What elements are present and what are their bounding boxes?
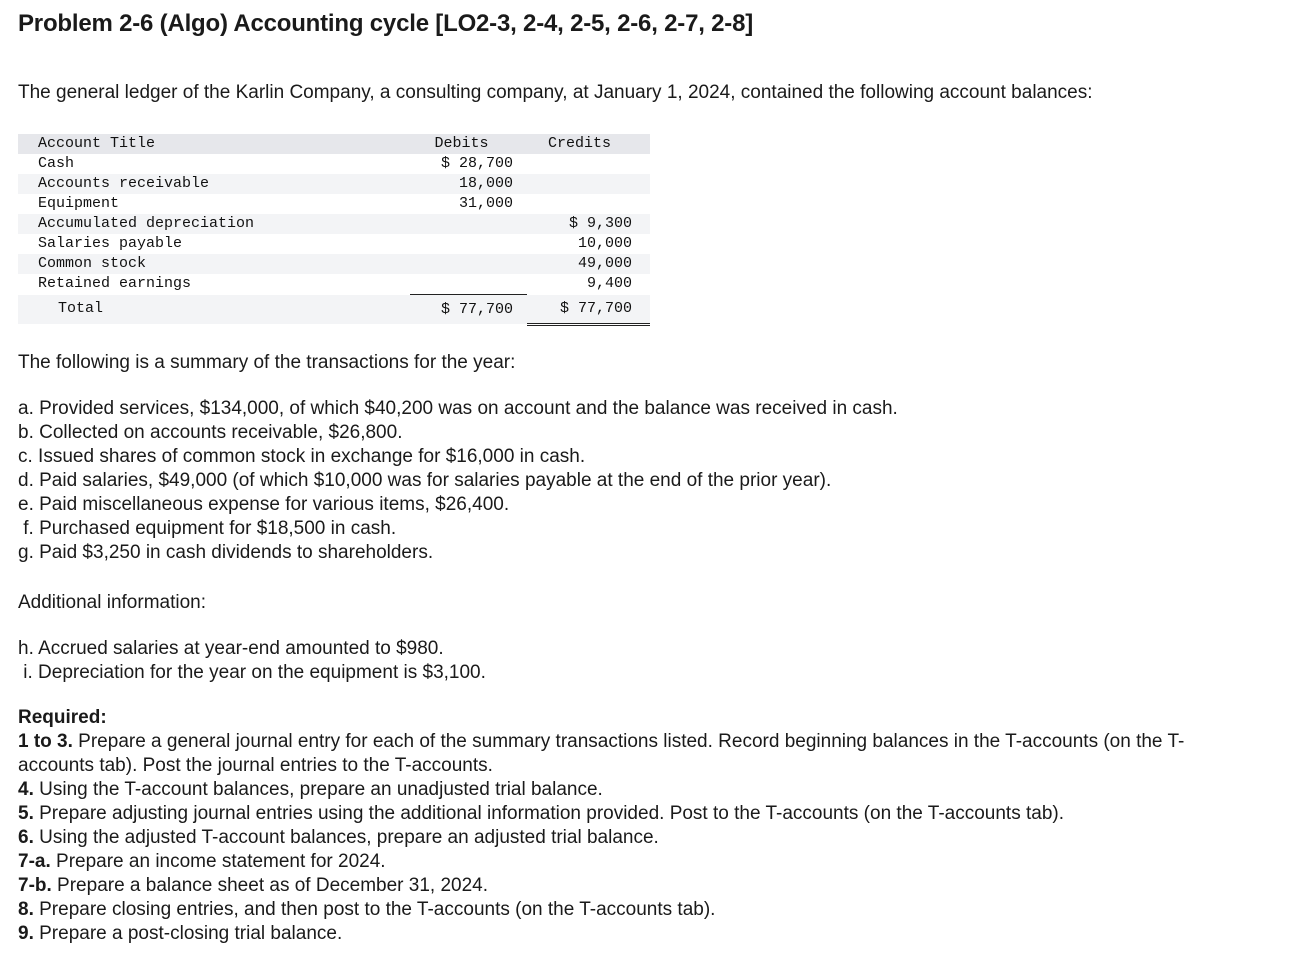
ledger-row [18, 214, 650, 234]
required-item [18, 850, 1258, 874]
list-item: b. Collected on accounts receivable, $26,800. [18, 422, 403, 443]
credit-value: 10,000 [577, 235, 632, 252]
required-number: 1 to 3. [18, 731, 73, 752]
required-text: Prepare closing entries, and then post to the T-accounts (on the T-accounts tab). [33, 899, 716, 920]
required-item [18, 922, 1258, 946]
credit-value: 9,400 [586, 275, 632, 293]
header-account-title: Account Title [18, 134, 410, 154]
required-text: Prepare a post-closing trial balance. [33, 923, 343, 944]
total-credits: $ 77,700 [527, 295, 650, 325]
intro-text: The general ledger of the Karlin Company, a consulting company, at January 1, 2024, contained the following account balances: [18, 82, 1093, 103]
required-item [18, 730, 1258, 778]
credit-value [527, 194, 650, 214]
debit-value [410, 274, 527, 295]
list-item: g. Paid $3,250 in cash dividends to shareholders. [18, 542, 434, 563]
list-item: c. Issued shares of common stock in exchange for $16,000 in cash. [18, 446, 586, 467]
debit-value: 31,000 [458, 195, 513, 212]
credit-value: 49,000 [527, 254, 650, 274]
credit-value: $ 9,300 [527, 214, 650, 234]
ledger-row [18, 274, 650, 295]
required-heading: Required: [18, 707, 107, 728]
summary-intro: The following is a summary of the transactions for the year: [18, 352, 516, 373]
debit-value [410, 254, 527, 274]
required-item [18, 778, 1258, 802]
ledger-row [18, 154, 650, 174]
required-number: 4. [18, 779, 34, 800]
required-number: 7-b. [18, 875, 52, 896]
debit-value [410, 214, 527, 234]
required-item [18, 898, 1258, 922]
required-section [18, 706, 1258, 946]
additional-list [18, 637, 486, 685]
account-title: Common stock [18, 254, 410, 274]
account-title: Equipment [38, 195, 120, 212]
list-item: h. Accrued salaries at year-end amounted to $980. [18, 638, 444, 659]
debit-value [410, 234, 527, 254]
list-item: i. Depreciation for the year on the equipment is $3,100. [18, 662, 486, 683]
ledger-total-row [18, 295, 650, 325]
debit-value: $ 28,700 [440, 155, 513, 172]
required-number: 5. [18, 803, 34, 824]
list-item: a. Provided services, $134,000, of which $40,200 was on account and the balance was received in cash. [18, 398, 898, 419]
credit-value [527, 174, 650, 194]
ledger-row [18, 234, 650, 254]
required-number: 9. [18, 923, 34, 944]
debit-value: 18,000 [410, 174, 527, 194]
required-text: Prepare an income statement for 2024. [50, 851, 386, 872]
account-title: Cash [38, 155, 75, 172]
required-text: Using the T-account balances, prepare an unadjusted trial balance. [33, 779, 603, 800]
required-number: 6. [18, 827, 34, 848]
list-item: f. Purchased equipment for $18,500 in cash. [18, 518, 397, 539]
problem-title: Problem 2-6 (Algo) Accounting cycle [LO2-3, 2-4, 2-5, 2-6, 2-7, 2-8] [18, 10, 754, 37]
required-text: Prepare a balance sheet as of December 31, 2024. [51, 875, 489, 896]
transactions-list [18, 397, 898, 565]
required-item [18, 802, 1258, 826]
required-item [18, 826, 1258, 850]
required-item [18, 874, 1258, 898]
required-number: 7-a. [18, 851, 51, 872]
account-title: Accumulated depreciation [18, 214, 410, 234]
required-text: Prepare adjusting journal entries using the additional information provided. Post to the T-accounts (on the T-accounts tab). [33, 803, 1064, 824]
ledger-table [18, 134, 650, 326]
ledger-row [18, 194, 650, 214]
required-number: 8. [18, 899, 34, 920]
additional-label: Additional information: [18, 592, 206, 613]
account-title: Retained earnings [38, 275, 192, 293]
total-label: Total [18, 295, 410, 325]
account-title: Salaries payable [38, 235, 183, 252]
list-item: d. Paid salaries, $49,000 (of which $10,000 was for salaries payable at the end of the prior year). [18, 470, 832, 491]
account-title: Accounts receivable [18, 174, 410, 194]
credit-value [527, 154, 650, 174]
required-text: Prepare a general journal entry for each of the summary transactions listed. Record beginning balances in the T-accounts (on the T-accounts tab). Post the journal entries to the T-accounts. [18, 731, 1185, 776]
ledger-row [18, 174, 650, 194]
list-item: e. Paid miscellaneous expense for various items, $26,400. [18, 494, 510, 515]
ledger-row [18, 254, 650, 274]
ledger-header-row [18, 134, 650, 154]
header-credits: Credits [527, 134, 650, 154]
header-debits: Debits [410, 134, 527, 154]
required-text: Using the adjusted T-account balances, prepare an adjusted trial balance. [33, 827, 659, 848]
total-debits: $ 77,700 [410, 295, 527, 325]
